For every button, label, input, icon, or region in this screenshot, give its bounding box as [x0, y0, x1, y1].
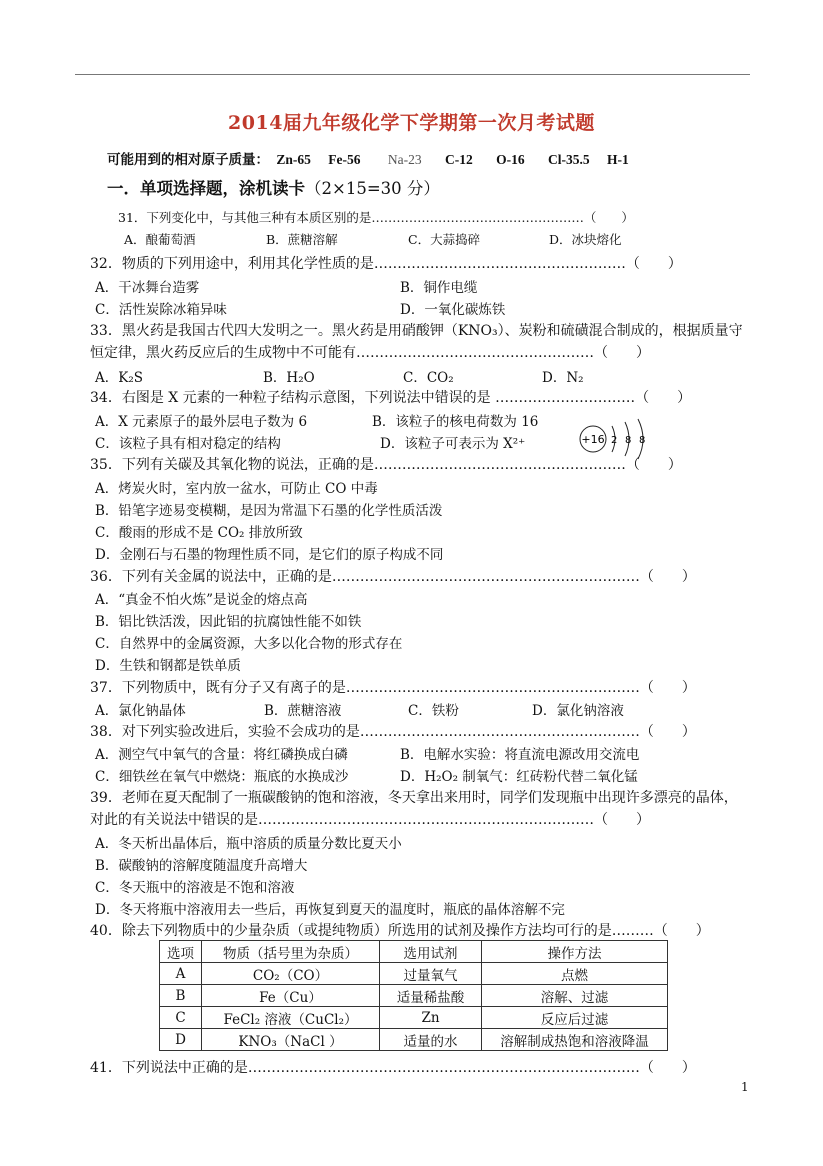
q34-option-b: B．该粒子的核电荷数为 16 — [372, 414, 539, 430]
q36-option-b: B．铝比铁活泼，因此铝的抗腐蚀性能不如铁 — [95, 614, 362, 630]
q32-stem: 32．物质的下列用途中，利用其化学性质的是………………………………………………（ ） — [90, 256, 682, 272]
table-cell: Fe（Cu） — [202, 985, 380, 1007]
q33-stem-line1: 33．黑火药是我国古代四大发明之一。黑火药是用硝酸钾（KNO₃）、炭粉和硫磺混合制成的，根据质量守 — [90, 323, 743, 339]
masses-label: 可能用到的相对原子质量： — [107, 152, 269, 167]
q37-option-a: A．氯化钠晶体 — [95, 703, 186, 719]
q38-option-c: C．细铁丝在氧气中燃烧：瓶底的水换成沙 — [95, 769, 349, 785]
q33-option-b: B．H₂O — [263, 370, 315, 386]
page-number: 1 — [741, 1080, 749, 1094]
page-title: 2014届九年级化学下学期第一次月考试题 — [228, 112, 595, 134]
q31-option-b: B．蔗糖溶解 — [266, 232, 338, 247]
table-header-cell: 选用试剂 — [380, 941, 482, 963]
table-cell: 溶解制成热饱和溶液降温 — [482, 1029, 668, 1051]
table-cell: FeCl₂ 溶液（CuCl₂） — [202, 1007, 380, 1029]
q34-option-a: A．X 元素原子的最外层电子数为 6 — [95, 414, 308, 430]
table-row — [160, 1007, 668, 1029]
q39-option-b: B．碳酸钠的溶解度随温度升高增大 — [95, 858, 308, 874]
mass-h: H-1 — [607, 152, 629, 167]
mass-fe: Fe-56 — [328, 152, 361, 167]
mass-c: C-12 — [445, 152, 473, 167]
q40-table — [159, 940, 668, 1051]
table-cell: 点燃 — [482, 963, 668, 985]
q34-stem: 34．右图是 X 元素的一种粒子结构示意图，下列说法中错误的是 …………………………（ ） — [90, 390, 692, 406]
nucleus-charge: +16 — [581, 433, 605, 446]
section-points: （2×15=30 分） — [305, 179, 440, 198]
q31-option-d: D．冰块熔化 — [549, 232, 622, 247]
shell-electrons-2: 8 — [625, 435, 632, 446]
q35-option-a: A．烤炭火时，室内放一盆水，可防止 CO 中毒 — [95, 481, 378, 497]
q37-stem: 37．下列物质中，既有分子又有离子的是………………………………………………………（ ） — [90, 680, 696, 696]
q33-stem-line2: 恒定律，黑火药反应后的生成物中不可能有……………………………………………（ ） — [90, 345, 650, 361]
q33-option-d: D．N₂ — [542, 370, 584, 386]
q35-option-d: D．金刚石与石墨的物理性质不同，是它们的原子构成不同 — [95, 547, 444, 563]
header-rule — [75, 74, 750, 75]
q32-option-b: B．铜作电缆 — [400, 280, 478, 296]
q32-option-d: D．一氧化碳炼铁 — [400, 302, 506, 318]
section-title: 一．单项选择题，涂机读卡 — [107, 179, 305, 198]
atomic-masses — [107, 148, 643, 168]
q37-option-c: C．铁粉 — [408, 703, 459, 719]
q36-option-a: A．“真金不怕火炼”是说金的熔点高 — [95, 592, 308, 608]
mass-o: O-16 — [496, 152, 525, 167]
q34-option-d: D．该粒子可表示为 X²⁺ — [380, 436, 526, 452]
q31-option-a: A．酿葡萄酒 — [124, 232, 196, 247]
q37-option-b: B．蔗糖溶液 — [264, 703, 342, 719]
mass-cl: Cl-35.5 — [548, 152, 590, 167]
q31-stem: 31．下列变化中，与其他三种有本质区别的是……………………………………………（ ） — [118, 210, 634, 225]
section-heading — [107, 175, 440, 199]
shell-electrons-3: 8 — [639, 435, 646, 446]
q39-option-d: D．冬天将瓶中溶液用去一些后，再恢复到夏天的温度时，瓶底的晶体溶解不完 — [95, 902, 565, 918]
q36-option-c: C．自然界中的金属资源，大多以化合物的形式存在 — [95, 636, 403, 652]
table-header-row — [160, 941, 668, 963]
q34-option-c: C．该粒子具有相对稳定的结构 — [95, 436, 281, 452]
q36-stem: 36．下列有关金属的说法中，正确的是…………………………………………………………（ ） — [90, 569, 696, 585]
table-cell: A — [160, 963, 202, 985]
q39-option-a: A．冬天析出晶体后，瓶中溶质的质量分数比夏天小 — [95, 836, 402, 852]
q41-stem: 41．下列说法中正确的是…………………………………………………………………………（ ） — [90, 1060, 696, 1076]
q33-option-a: A．K₂S — [95, 370, 143, 386]
q36-option-d: D．生铁和钢都是铁单质 — [95, 658, 241, 674]
table-row — [160, 985, 668, 1007]
q35-option-b: B．铅笔字迹易变模糊，是因为常温下石墨的化学性质活泼 — [95, 503, 443, 519]
table-cell: D — [160, 1029, 202, 1051]
table-cell: CO₂（CO） — [202, 963, 380, 985]
q37-option-d: D．氯化钠溶液 — [532, 703, 624, 719]
q38-option-a: A．测空气中氧气的含量：将红磷换成白磷 — [95, 747, 348, 763]
shell-electrons-1: 2 — [611, 435, 618, 446]
q39-stem-line2: 对此的有关说法中错误的是………………………………………………………………（ ） — [90, 812, 650, 828]
table-cell: Zn — [380, 1007, 482, 1029]
mass-na: Na-23 — [387, 152, 422, 167]
q38-stem: 38．对下列实验改进后，实验不会成功的是……………………………………………………（ ） — [90, 724, 696, 740]
table-cell: C — [160, 1007, 202, 1029]
table-cell: 适量的水 — [380, 1029, 482, 1051]
q33-option-c: C．CO₂ — [403, 370, 454, 386]
table-cell: B — [160, 985, 202, 1007]
q35-option-c: C．酸雨的形成不是 CO₂ 排放所致 — [95, 525, 303, 541]
table-row — [160, 963, 668, 985]
table-row — [160, 1029, 668, 1051]
table-cell: 反应后过滤 — [482, 1007, 668, 1029]
q32-option-c: C．活性炭除冰箱异味 — [95, 302, 227, 318]
q31-option-c: C．大蒜捣碎 — [408, 232, 481, 247]
q35-stem: 35．下列有关碳及其氧化物的说法，正确的是………………………………………………（ ） — [90, 457, 682, 473]
table-cell: 过量氧气 — [380, 963, 482, 985]
q39-option-c: C．冬天瓶中的溶液是不饱和溶液 — [95, 880, 295, 896]
table-cell: KNO₃（NaCl ） — [202, 1029, 380, 1051]
mass-zn: Zn-65 — [276, 152, 311, 167]
q32-option-a: A．干冰舞台造雾 — [95, 280, 200, 296]
table-cell: 适量稀盐酸 — [380, 985, 482, 1007]
q38-option-b: B．电解水实验：将直流电源改用交流电 — [400, 747, 640, 763]
q39-stem-line1: 39．老师在夏天配制了一瓶碳酸钠的饱和溶液，冬天拿出来用时，同学们发现瓶中出现许多漂亮的晶体， — [90, 790, 738, 806]
q38-option-d: D．H₂O₂ 制氧气：红砖粉代替二氧化锰 — [400, 769, 638, 785]
table-cell: 溶解、过滤 — [482, 985, 668, 1007]
table-header-cell: 选项 — [160, 941, 202, 963]
table-header-cell: 操作方法 — [482, 941, 668, 963]
table-header-cell: 物质（括号里为杂质） — [202, 941, 380, 963]
q40-stem: 40．除去下列物质中的少量杂质（或提纯物质）所选用的试剂及操作方法均可行的是………（ ） — [90, 923, 710, 939]
